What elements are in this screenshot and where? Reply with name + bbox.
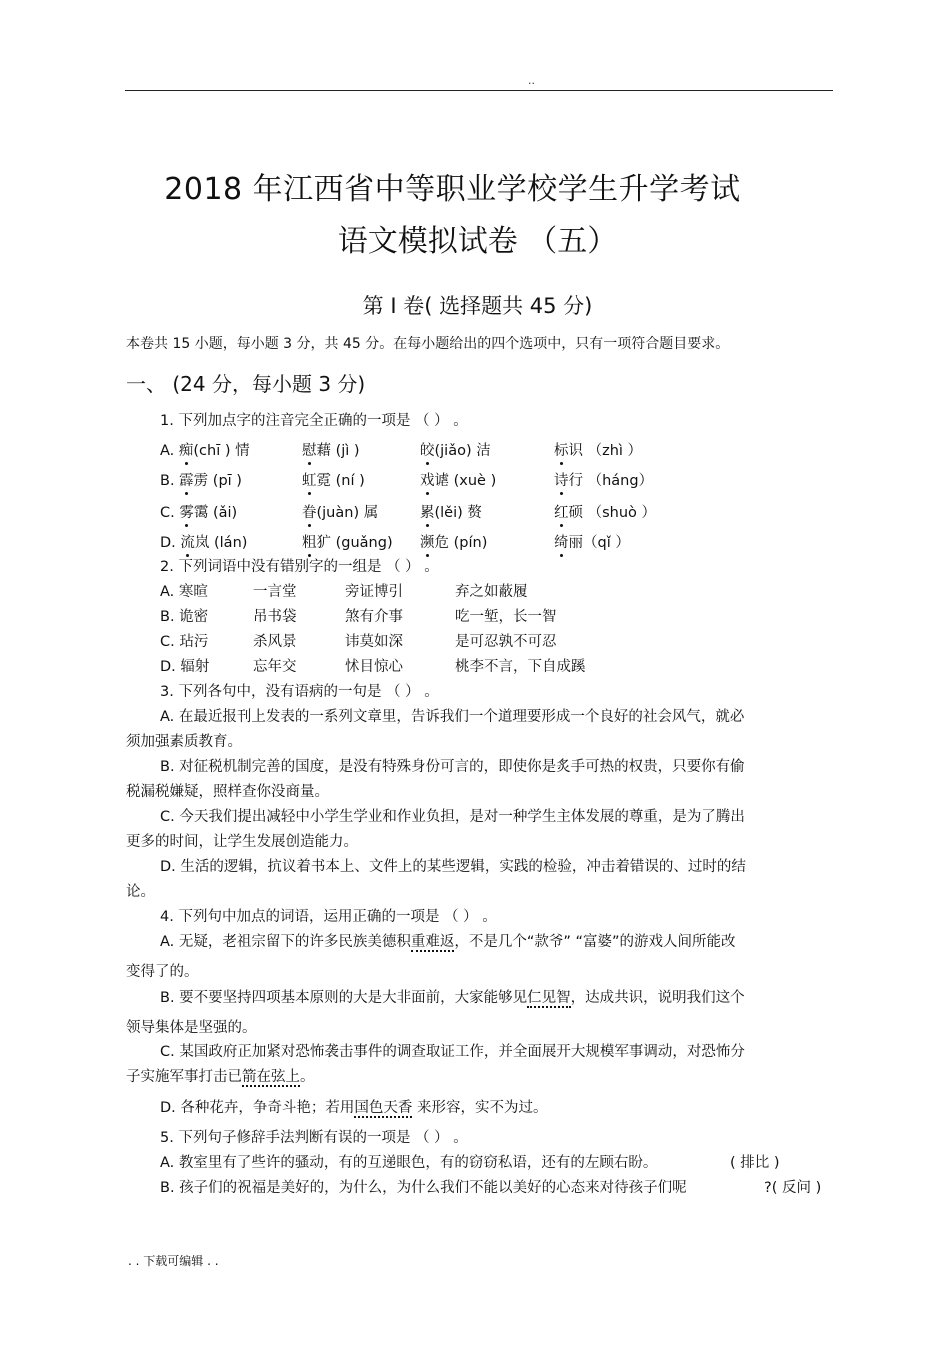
dotted-char: 濒 (420, 531, 435, 552)
q3-option-c-cont: 更多的时间，让学生发展创造能力。 (126, 834, 358, 850)
header-dots: .. (528, 74, 535, 87)
rhetoric-tag: ( 排比 ) (730, 1155, 780, 1171)
q5-option-b: B. 孩子们的祝福是美好的，为什么，为什么我们不能以美好的心态来对待孩子们呢 ?( 反问 ) (160, 1176, 687, 1197)
page-footer: . . 下载可编辑 . . (128, 1254, 219, 1268)
q3-option-a-cont: 须加强素质教育。 (126, 734, 242, 750)
q3-option-a: A. 在最近报刊上发表的一系列文章里，告诉我们一个道理要形成一个良好的社会风气，就必 (160, 709, 745, 725)
dotted-phrase: 箭在弦上 (242, 1069, 300, 1085)
q4-option-b: B. 要不要坚持四项基本原则的大是大非面前，大家能够见仁见智，达成共识，说明我们这个 (160, 990, 745, 1006)
dotted-char: 虹 (302, 469, 317, 490)
header-rule (125, 90, 833, 91)
exam-subtitle: 语文模拟试卷 （五） (337, 224, 618, 259)
q4-option-c: C. 某国政府正加紧对恐怖袭击事件的调查取证工作，并全面展开大规模军事调动，对恐怖分 (160, 1044, 745, 1060)
dotted-phrase: 仁见智 (527, 990, 571, 1006)
q4-stem: 4. 下列句中加点的词语，运用正确的一项是 （ ） 。 (160, 909, 497, 925)
dotted-char: 雾 (179, 501, 194, 522)
dotted-char: 流 (180, 531, 195, 552)
q2-stem: 2. 下列词语中没有错别字的一组是 （ ） 。 (160, 559, 439, 575)
q3-option-b-cont: 税漏税嫌疑，照样查你没商量。 (126, 784, 329, 800)
instructions: 本卷共 15 小题，每小题 3 分，共 45 分。在每小题给出的四个选项中，只有一项符合题目要求。 (126, 336, 730, 352)
q4-option-a: A. 无疑，老祖宗留下的许多民族美德积重难返，不是几个“款爷” “富婆”的游戏人间所能改 (160, 934, 736, 950)
dotted-char: 绮 (554, 531, 569, 552)
q4-option-a-cont: 变得了的。 (126, 964, 199, 980)
q1-stem: 1. 下列加点字的注音完全正确的一项是 （ ） 。 (160, 413, 468, 429)
dotted-char: 红 (554, 501, 569, 522)
dotted-char: 戏 (420, 469, 435, 490)
page-header (0, 0, 950, 100)
dotted-char: 累 (420, 501, 435, 522)
q4-option-d: D. 各种花卉，争奇斗艳；若用国色天香 来形容，实不为过。 (160, 1100, 548, 1116)
dotted-char: 皎 (420, 439, 435, 460)
q3-option-b: B. 对征税机制完善的国度，是没有特殊身份可言的，即使你是炙手可热的权贵，只要你有偷 (160, 759, 745, 775)
q4-option-c-cont: 子实施军事打击已箭在弦上。 (126, 1069, 315, 1085)
q3-option-d: D. 生活的逻辑，抗议着书本上、文件上的某些逻辑，实践的检验，冲击着错误的、过时的结 (160, 859, 746, 875)
section-heading: 一、 (24 分，每小题 3 分) (126, 372, 366, 396)
q3-option-d-cont: 论。 (126, 884, 155, 900)
dotted-char: 痴 (179, 439, 194, 460)
dotted-char: 粗 (302, 531, 317, 552)
dotted-phrase: 重难返 (410, 934, 455, 950)
dotted-phrase: 国色天香 (354, 1100, 413, 1116)
q3-option-c: C. 今天我们提出减轻中小学生学业和作业负担，是对一种学生主体发展的尊重，是为了腾出 (160, 809, 745, 825)
dotted-char: 慰 (302, 439, 317, 460)
q3-stem: 3. 下列各句中，没有语病的一句是 （ ） 。 (160, 684, 439, 700)
q5-option-a: A. 教室里有了些许的骚动，有的互递眼色，有的窃窃私语，还有的左顾右盼。 ( 排比 ) (160, 1151, 657, 1172)
q5-stem: 5. 下列句子修辞手法判断有误的一项是 （ ） 。 (160, 1130, 468, 1146)
dotted-char: 眷 (302, 501, 317, 522)
q4-option-b-cont: 领导集体是坚强的。 (126, 1020, 257, 1036)
dotted-char: 霹 (179, 469, 194, 490)
rhetoric-tag: ?( 反问 ) (764, 1180, 822, 1196)
dotted-char: 诗 (554, 469, 569, 490)
dotted-char: 标 (554, 439, 569, 460)
part-title: 第 Ⅰ 卷( 选择题共 45 分) (362, 294, 593, 318)
exam-title: 2018 年江西省中等职业学校学生升学考试 (164, 172, 741, 207)
